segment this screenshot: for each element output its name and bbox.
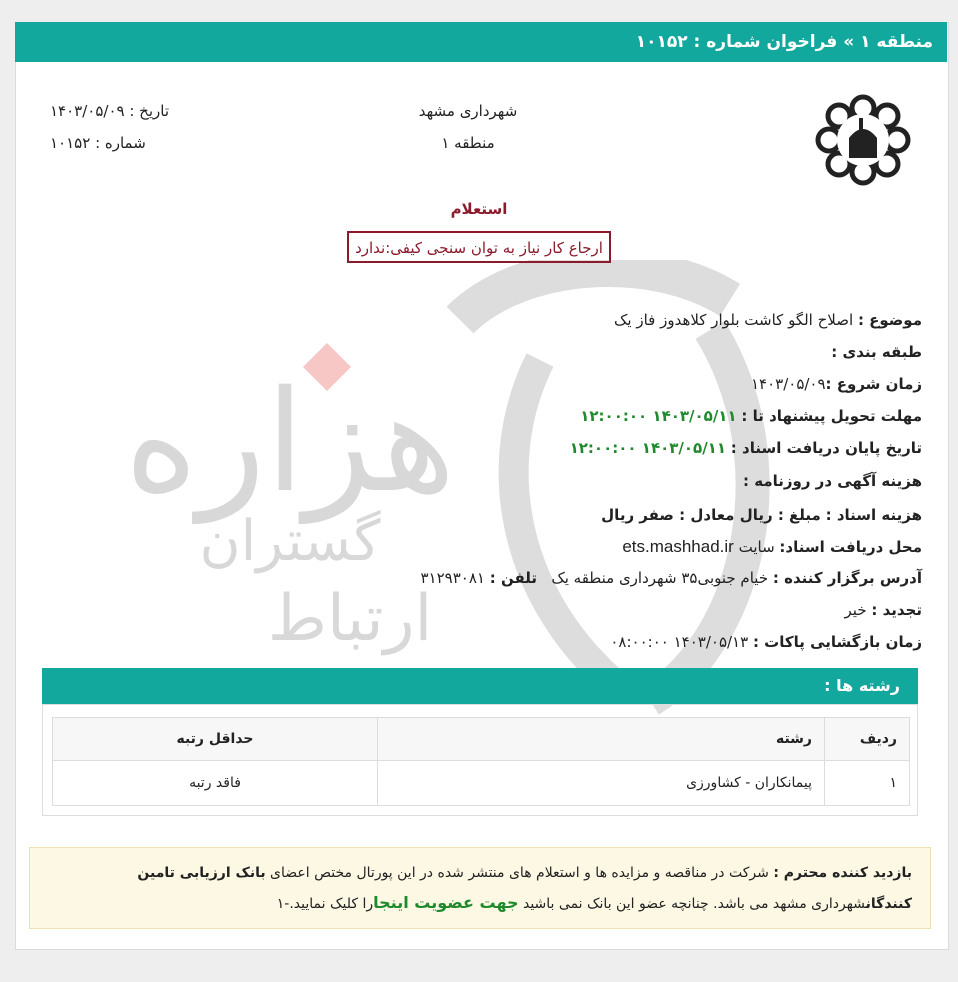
fields-table: [52, 717, 910, 806]
opening-value: ۱۴۰۳/۰۵/۱۳ ۰۸:۰۰:۰۰: [610, 633, 749, 651]
field-start-time: [751, 375, 922, 393]
docs-place-label: محل دریافت اسناد:: [779, 538, 922, 556]
watermark-text-main: هزاره: [124, 361, 456, 524]
docs-place-prefix: سایت: [738, 538, 775, 556]
cell-field: پیمانکاران - کشاورزی: [378, 761, 825, 806]
field-subject: [614, 311, 922, 329]
document-date: تاریخ : ۱۴۰۳/۰۵/۰۹: [50, 102, 169, 120]
deadline-value: ۱۴۰۳/۰۵/۱۱ ۱۲:۰۰:۰۰: [580, 407, 737, 425]
subject-label: موضوع :: [857, 311, 922, 329]
document-title: استعلام: [450, 200, 508, 218]
watermark-text-sub: گستران: [199, 509, 381, 574]
phone-label: تلفن :: [489, 569, 537, 587]
start-value: ۱۴۰۳/۰۵/۰۹: [750, 375, 826, 393]
notice-lead: بازدید کننده محترم :: [773, 865, 912, 881]
field-document-cost: [601, 506, 922, 524]
membership-notice: [29, 847, 931, 929]
renewal-value: خیر: [844, 601, 867, 619]
deadline-label: مهلت تحویل پیشنهاد تا :: [741, 407, 922, 425]
doc-cost-label: هزینه اسناد :: [825, 506, 922, 524]
notice-text-2: شهرداری مشهد می باشد. چنانچه عضو این بانک نمی باشید: [518, 896, 866, 912]
fields-section-title: رشته ها :: [42, 668, 918, 704]
subject-value: اصلاح الگو کاشت بلوار کلاهدوز فاز یک: [613, 311, 854, 329]
field-organizer-address: [420, 569, 922, 587]
opening-label: زمان بازگشایی پاکات :: [752, 633, 922, 651]
page-title-bar: منطقه ۱ » فراخوان شماره : ۱۰۱۵۲: [15, 22, 947, 62]
membership-link[interactable]: جهت عضویت اینجا: [373, 893, 519, 912]
table-row: [53, 761, 910, 806]
field-ad-cost: [743, 472, 922, 490]
notice-text-1: شرکت در مناقصه و مزایده ها و استعلام های منتشر شده در این پورتال مختص اعضای: [265, 865, 774, 881]
field-docs-end-date: [570, 439, 922, 457]
issuer-name: شهرداری مشهد: [418, 102, 518, 120]
field-renewal: [845, 601, 922, 619]
cell-min-rank: فاقد رتبه: [53, 761, 378, 806]
field-category: [831, 343, 922, 361]
table-header-row: [53, 718, 910, 761]
notice-text-3: را کلیک نمایید.-۱: [276, 896, 374, 912]
mashhad-municipality-logo: [815, 94, 911, 186]
column-header-min-rank: حداقل رتبه: [53, 718, 378, 761]
doc-cost-value: مبلغ : ریال معادل : صفر ریال: [601, 506, 821, 524]
docs-place-site: ets.mashhad.ir: [622, 537, 734, 556]
phone-value: ۳۱۲۹۳۰۸۱: [420, 569, 485, 587]
start-label: زمان شروع :: [825, 375, 922, 393]
notice-bank-name: بانک ارزیابی تامین کنندگان: [137, 865, 912, 912]
category-label: طبقه بندی :: [831, 343, 922, 361]
ad-cost-label: هزینه آگهی در روزنامه :: [743, 472, 922, 490]
cell-row-number: ۱: [825, 761, 910, 806]
column-header-field: رشته: [378, 718, 825, 761]
field-submission-deadline: [580, 407, 922, 425]
address-value: خیام جنوبی۳۵ شهرداری منطقه یک: [551, 569, 769, 587]
document-number: شماره : ۱۰۱۵۲: [50, 134, 146, 152]
renewal-label: تجدید :: [871, 601, 922, 619]
docs-end-value: ۱۴۰۳/۰۵/۱۱ ۱۲:۰۰:۰۰: [569, 439, 726, 457]
field-opening-time: [610, 633, 922, 651]
issuer-region: منطقه ۱: [441, 134, 495, 152]
address-label: آدرس برگزار کننده :: [772, 569, 922, 587]
field-docs-place: [622, 537, 922, 557]
quality-requirement-note: ارجاع کار نیاز به توان سنجی کیفی:ندارد: [347, 231, 611, 263]
watermark-text-sub2: ارتباط: [267, 582, 433, 656]
column-header-row-number: ردیف: [825, 718, 910, 761]
docs-end-label: تاریخ پایان دریافت اسناد :: [730, 439, 922, 457]
